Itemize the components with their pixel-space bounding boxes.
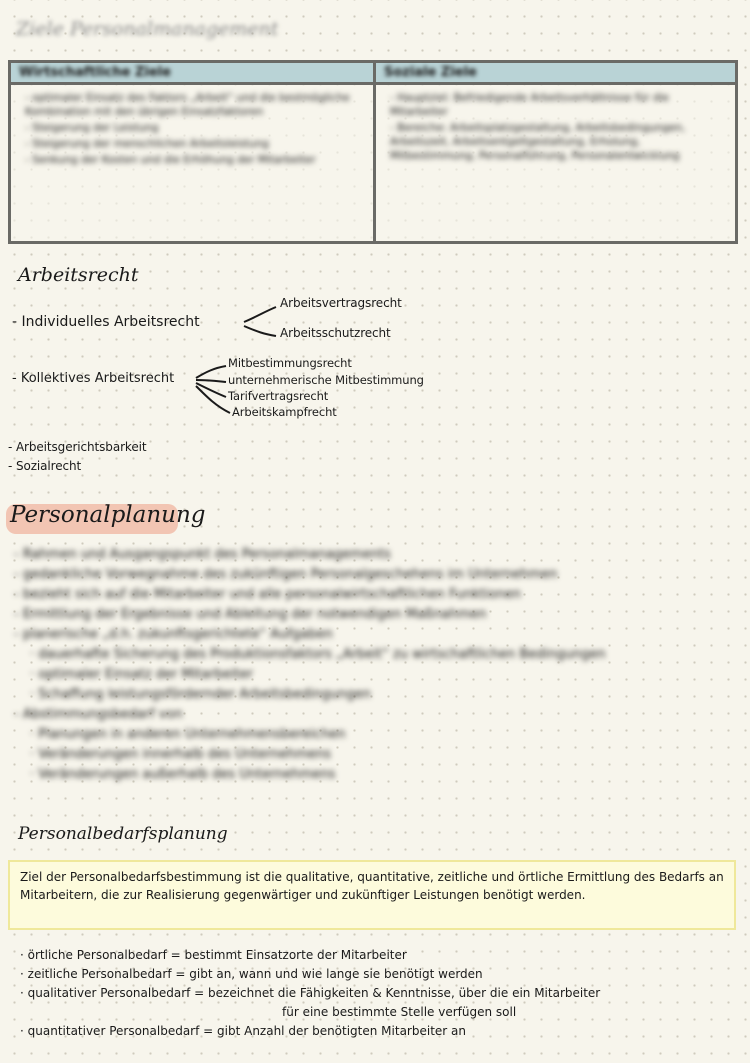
list-item-text: zeitliche Personalbedarf = gibt an, wann und wie lange sie benötigt werden	[27, 967, 483, 981]
personalplanung-title: Personalplanung	[10, 502, 206, 528]
labor-law-item: - Sozialrecht	[8, 459, 82, 473]
social-goals-list	[376, 91, 735, 163]
list-item: - optimaler Einsatz des Faktors „Arbeit“ und die bestmögliche Kombination mit den übrigen Einsatzfaktoren	[25, 91, 363, 119]
personalplanung-list	[14, 545, 704, 785]
list-item: - Ermittlung der Ergebnisse und Ableitung der notwendigen Maßnahmen	[14, 605, 704, 625]
collective-labor-law: - Kollektives Arbeitsrecht	[12, 371, 175, 386]
list-item: - Senkung der Kosten und die Erhöhung der Mitarbeiter	[25, 153, 363, 167]
branch-label: Arbeitsvertragsrecht	[280, 296, 402, 310]
economic-goals-header-text: Wirtschaftliche Ziele	[19, 65, 171, 80]
definition-box: Ziel der Personalbedarfsbestimmung ist die qualitative, quantitative, zeitliche und örtliche Ermittlung des Bedarfs an Mitarbeitern, die zur Realisierung gegenwärtiger und zukünftiger Leistungen benötigt werden.	[8, 860, 736, 930]
list-item-continuation: für eine bestimmte Stelle verfügen soll	[282, 1005, 517, 1019]
list-item: · Veränderungen innerhalb des Unternehmens	[14, 745, 704, 765]
list-item: - gedankliche Vorwegnahme des zukünftigen Personalgeschehens im Unternehmen	[14, 565, 704, 585]
list-item: · Veränderungen außerhalb des Unternehmens	[14, 765, 704, 785]
labor-law-item: - Arbeitsgerichtsbarkeit	[8, 440, 147, 454]
list-item	[20, 984, 725, 1022]
goals-table	[8, 60, 738, 244]
personalbedarf-list	[20, 946, 725, 1041]
list-item: · Planungen in anderen Unternehmensbereichen	[14, 725, 704, 745]
list-item: - bezieht sich auf die Mitarbeiter und alle personalwirtschaftlichen Funktionen	[14, 585, 704, 605]
list-item: · Schaffung leistungsfördernder Arbeitsbedingungen	[14, 685, 704, 705]
social-goals-column	[373, 63, 735, 241]
list-item: - Rahmen und Ausgangspunkt des Personalmanagements	[14, 545, 704, 565]
labor-law-title: Arbeitsrecht	[18, 264, 139, 286]
social-goals-header-text: Soziale Ziele	[384, 65, 477, 80]
list-item: - Hauptziel: Befriedigende Arbeitsverhältnisse für die Mitarbeiter	[390, 91, 725, 119]
list-item-text: qualitativer Personalbedarf = bezeichnet die Fähigkeiten & Kenntnisse, über die ein Mitarbeiter	[27, 986, 601, 1000]
economic-goals-list	[11, 91, 373, 167]
list-item: - Steigerung der menschlichen Arbeitsleistung	[25, 137, 363, 151]
page-heading: Ziele Personalmanagement	[16, 18, 279, 40]
list-item-text: quantitativer Personalbedarf = gibt Anzahl der benötigten Mitarbeiter an	[27, 1024, 466, 1038]
list-item: - Abstimmungsbedarf von	[14, 705, 704, 725]
personalbedarf-title: Personalbedarfsplanung	[18, 824, 228, 844]
list-item: - Steigerung der Leistung	[25, 121, 363, 135]
individual-labor-law: - Individuelles Arbeitsrecht	[12, 314, 200, 330]
branch-label: unternehmerische Mitbestimmung	[228, 373, 424, 387]
list-item: · optimaler Einsatz der Mitarbeiter	[14, 665, 704, 685]
branch-label: Arbeitskampfrecht	[232, 405, 337, 419]
list-item	[20, 965, 725, 984]
branch-label: Tarifvertragsrecht	[228, 389, 329, 403]
branch-label: Arbeitsschutzrecht	[280, 326, 391, 340]
list-item: - planerische „d.h. zukunftsgerichtete“ Aufgaben	[14, 625, 704, 645]
economic-goals-header	[11, 63, 373, 85]
economic-goals-column	[11, 63, 373, 241]
list-item: · dauerhafte Sicherung des Produktionsfaktors „Arbeit“ zu wirtschaftlichen Bedingungen	[14, 645, 704, 665]
list-item	[20, 946, 725, 965]
social-goals-header	[376, 63, 735, 85]
list-item	[20, 1022, 725, 1041]
list-item-text: örtliche Personalbedarf = bestimmt Einsatzorte der Mitarbeiter	[27, 948, 407, 962]
list-item: - Bereiche: Arbeitsplatzgestaltung, Arbeitsbedingungen, Arbeitszeit, Arbeitsentgeltgestaltung, Erholung, Mitbestimmung, Personalführung, Personalentwicklung	[390, 121, 725, 163]
branch-label: Mitbestimmungsrecht	[228, 356, 352, 370]
